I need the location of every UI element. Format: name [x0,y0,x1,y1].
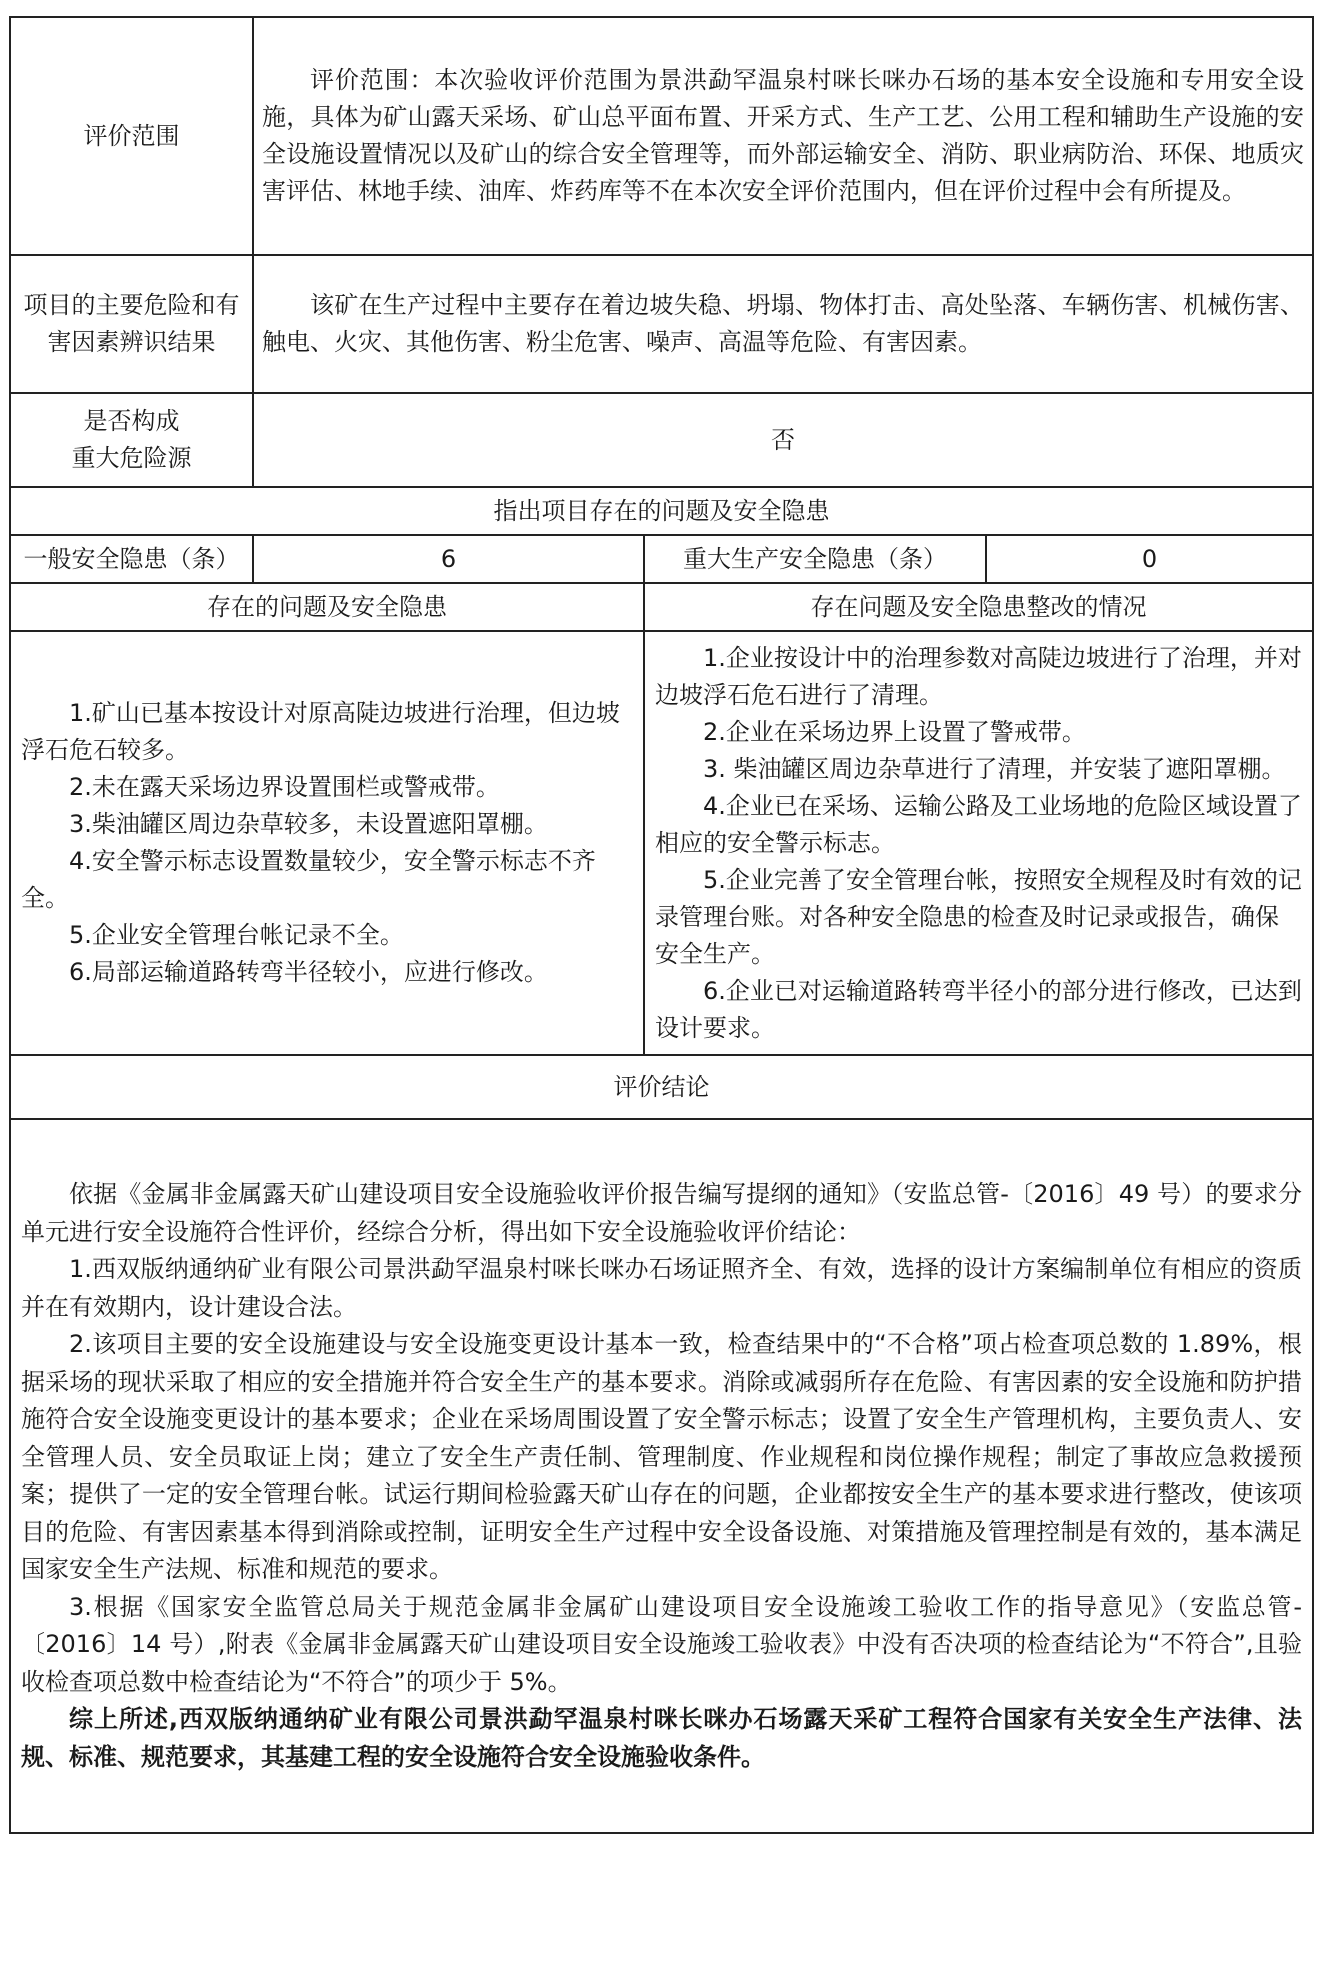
problem-item: 2.未在露天采场边界设置围栏或警戒带。 [69,773,500,801]
rectification-item: 6.企业已对运输道路转弯半径小的部分进行修改，已达到设计要求。 [655,976,1302,1042]
scope-text-cell [253,17,1313,255]
problem-item: 5.企业安全管理台帐记录不全。 [69,921,404,949]
hazards-text-cell [253,255,1313,393]
evaluation-table [9,16,1314,1834]
conclusion-item-3: 3.根据《国家安全监管总局关于规范金属非金属矿山建设项目安全设施竣工验收工作的指导意见》（安监总管-〔2016〕14 号）,附表《金属非金属露天矿山建设项目安全设施竣工验收表》中没有否决项的检查结论为“不符合”,且验收检查项总数中检查结论为“不符合”的项少于 5%。 [21,1592,1302,1696]
rectifications-column-header: 存在问题及安全隐患整改的情况 [644,583,1313,631]
conclusion-item-1: 1.西双版纳通纳矿业有限公司景洪勐罕温泉村咪长咪办石场证照齐全、有效，选择的设计方案编制单位有相应的资质并在有效期内，设计建设合法。 [21,1255,1302,1321]
conclusion-body-row [10,1119,1313,1833]
issues-header: 指出项目存在的问题及安全隐患 [10,487,1313,535]
major-hazard-row [10,393,1313,487]
major-hazards-label: 重大生产安全隐患（条） [644,535,986,583]
problems-column-header: 存在的问题及安全隐患 [10,583,644,631]
hazards-label: 项目的主要危险和有害因素辨识结果 [10,255,253,393]
rectifications-cell [644,631,1313,1055]
rectification-item: 2.企业在采场边界上设置了警戒带。 [703,717,1086,746]
hazards-row [10,255,1313,393]
major-hazard-label [10,393,253,487]
problem-item: 1.矿山已基本按设计对原高陡边坡进行治理，但边坡浮石危石较多。 [21,699,620,764]
general-hazards-value: 6 [253,535,644,583]
conclusion-header-row [10,1055,1313,1119]
rectification-item: 4.企业已在采场、运输公路及工业场地的危险区域设置了相应的安全警示标志。 [655,791,1302,857]
conclusion-body [10,1119,1313,1833]
scope-row [10,17,1313,255]
problems-cell [10,631,644,1055]
major-hazard-value: 否 [253,393,1313,487]
conclusion-item-2: 2.该项目主要的安全设施建设与安全设施变更设计基本一致，检查结果中的“不合格”项占检查项总数的 1.89%，根据采场的现状采取了相应的安全措施并符合安全生产的基本要求。消除或减弱所存在危险、有害因素的安全设施和防护措施符合安全设施变更设计的基本要求；企业在采场周围设置了安全警示标志；设置了安全生产管理机构，主要负责人、安全管理人员、安全员取证上岗；建立了安全生产责任制、管理制度、作业规程和岗位操作规程；制定了事故应急救援预案；提供了一定的安全管理台帐。试运行期间检验露天矿山存在的问题，企业都按安全生产的基本要求进行整改，使该项目的危险、有害因素基本得到消除或控制，证明安全生产过程中安全设备设施、对策措施及管理控制是有效的，基本满足国家安全生产法规、标准和规范的要求。 [21,1330,1302,1583]
general-hazards-label: 一般安全隐患（条） [10,535,253,583]
hazards-text: 该矿在生产过程中主要存在着边坡失稳、坍塌、物体打击、高处坠落、车辆伤害、机械伤害、触电、火灾、其他伤害、粉尘危害、噪声、高温等危险、有害因素。 [262,291,1304,356]
rectification-item: 5.企业完善了安全管理台帐，按照安全规程及时有效的记录管理台账。对各种安全隐患的检查及时记录或报告，确保安全生产。 [655,865,1302,968]
counts-row [10,535,1313,583]
conclusion-intro: 依据《金属非金属露天矿山建设项目安全设施验收评价报告编写提纲的通知》（安监总管-〔2016〕49 号）的要求分单元进行安全设施符合性评价，经综合分析，得出如下安全设施验收评价结论： [21,1180,1302,1246]
columns-header-row [10,583,1313,631]
issues-header-row [10,487,1313,535]
conclusion-summary: 综上所述,西双版纳通纳矿业有限公司景洪勐罕温泉村咪长咪办石场露天采矿工程符合国家有关安全生产法律、法规、标准、规范要求，其基建工程的安全设施符合安全设施验收条件。 [21,1705,1302,1771]
major-hazard-label-line1: 是否构成 [83,407,180,435]
conclusion-header: 评价结论 [10,1055,1313,1119]
rectification-item: 1.企业按设计中的治理参数对高陡边坡进行了治理，并对边坡浮石危石进行了清理。 [655,643,1302,709]
problem-item: 6.局部运输道路转弯半径较小，应进行修改。 [69,958,548,986]
problem-item: 3.柴油罐区周边杂草较多，未设置遮阳罩棚。 [69,810,548,838]
problem-item: 4.安全警示标志设置数量较少，安全警示标志不齐全。 [21,847,596,912]
major-hazards-value: 0 [986,535,1313,583]
scope-label: 评价范围 [10,17,253,255]
scope-text: 评价范围：本次验收评价范围为景洪勐罕温泉村咪长咪办石场的基本安全设施和专用安全设施，具体为矿山露天采场、矿山总平面布置、开采方式、生产工艺、公用工程和辅助生产设施的安全设施设置情况以及矿山的综合安全管理等，而外部运输安全、消防、职业病防治、环保、地质灾害评估、林地手续、油库、炸药库等不在本次安全评价范围内，但在评价过程中会有所提及。 [262,66,1304,205]
major-hazard-label-line2: 重大危险源 [71,444,192,472]
problems-row [10,631,1313,1055]
rectification-item: 3. 柴油罐区周边杂草进行了清理，并安装了遮阳罩棚。 [703,754,1286,783]
